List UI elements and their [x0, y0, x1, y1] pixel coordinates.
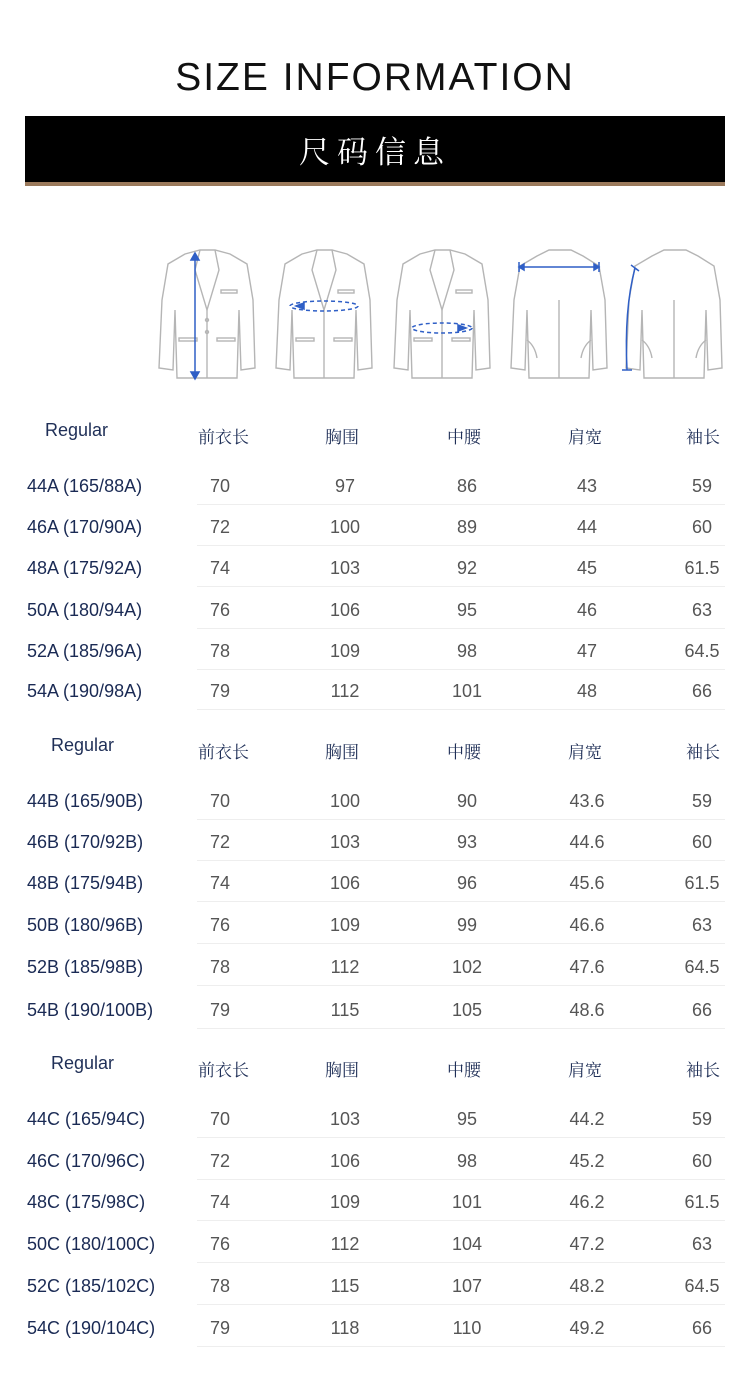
table-cell: 96: [456, 873, 478, 893]
row-divider: [197, 628, 725, 629]
table-cell: 79: [209, 1000, 231, 1020]
table-row: [0, 832, 750, 862]
table-cell: 72: [209, 832, 231, 852]
row-divider: [197, 860, 725, 861]
size-label: 48B (175/94B): [27, 873, 144, 893]
size-label: 52C (185/102C): [27, 1276, 156, 1296]
table-cell: 70: [209, 476, 231, 496]
table-cell: 79: [209, 1318, 231, 1338]
table-cell: 89: [456, 517, 478, 537]
table-cell: 110: [452, 1318, 482, 1338]
table-cell: 100: [329, 791, 361, 811]
column-header: 前衣长: [198, 1061, 249, 1081]
size-label: 50C (180/100C): [27, 1234, 156, 1254]
row-divider: [197, 901, 725, 902]
row-divider: [197, 1179, 725, 1180]
size-label: 46A (170/90A): [27, 517, 143, 537]
table-row: [0, 791, 750, 821]
front-length-icon: [155, 240, 260, 385]
table-cell: 76: [209, 915, 231, 935]
table-cell: 59: [691, 476, 713, 496]
table-cell: 102: [451, 957, 483, 977]
table-row: [0, 1234, 750, 1264]
table-cell: 66: [691, 681, 713, 701]
waist-icon: [390, 240, 495, 385]
table-row: [0, 1000, 750, 1030]
row-divider: [197, 1262, 725, 1263]
column-header: 中腰: [447, 1061, 481, 1081]
table-cell: 48.2: [569, 1276, 605, 1296]
column-header: 袖长: [686, 743, 720, 763]
table-cell: 61.5: [684, 873, 720, 893]
table-cell: 60: [691, 832, 713, 852]
section-label: Regular: [51, 735, 115, 755]
row-divider: [197, 545, 725, 546]
table-cell: 61.5: [684, 558, 720, 578]
row-divider: [197, 1346, 725, 1347]
row-divider: [197, 586, 725, 587]
table-cell: 72: [209, 1151, 231, 1171]
table-cell: 49.2: [569, 1318, 605, 1338]
table-cell: 64.5: [684, 1276, 720, 1296]
table-cell: 48: [576, 681, 598, 701]
table-cell: 99: [456, 915, 478, 935]
size-label: 48A (175/92A): [27, 558, 143, 578]
sleeve-icon: [622, 240, 727, 385]
table-cell: 115: [330, 1276, 360, 1296]
table-cell: 64.5: [684, 957, 720, 977]
table-cell: 63: [691, 915, 713, 935]
size-label: 44A (165/88A): [27, 476, 143, 496]
table-cell: 47.6: [569, 957, 605, 977]
chest-icon: [272, 240, 377, 385]
column-header: 中腰: [447, 428, 481, 448]
table-cell: 92: [456, 558, 478, 578]
table-row: [0, 517, 750, 547]
table-cell: 115: [330, 1000, 360, 1020]
table-row: [0, 641, 750, 671]
row-divider: [197, 985, 725, 986]
size-label: 50A (180/94A): [27, 600, 143, 620]
table-cell: 72: [209, 517, 231, 537]
table-cell: 61.5: [684, 1192, 720, 1212]
table-row: [0, 681, 750, 711]
table-cell: 46.2: [569, 1192, 605, 1212]
table-cell: 44: [576, 517, 598, 537]
table-cell: 43: [576, 476, 598, 496]
table-row: [0, 873, 750, 903]
table-cell: 76: [209, 1234, 231, 1254]
table-cell: 70: [209, 1109, 231, 1129]
column-header: 袖长: [686, 1061, 720, 1081]
table-cell: 98: [456, 641, 478, 661]
table-cell: 46: [576, 600, 598, 620]
table-cell: 43.6: [569, 791, 605, 811]
column-header: 胸围: [325, 1061, 359, 1081]
table-row: [0, 1192, 750, 1222]
table-cell: 74: [209, 873, 231, 893]
size-label: 52A (185/96A): [27, 641, 143, 661]
size-label: 54A (190/98A): [27, 681, 143, 701]
row-divider: [197, 709, 725, 710]
row-divider: [197, 669, 725, 670]
table-cell: 66: [691, 1000, 713, 1020]
size-label: 44C (165/94C): [27, 1109, 146, 1129]
column-header: 前衣长: [198, 428, 249, 448]
table-cell: 46.6: [569, 915, 605, 935]
table-cell: 100: [329, 517, 361, 537]
table-cell: 112: [330, 681, 360, 701]
table-cell: 109: [329, 1192, 361, 1212]
table-cell: 95: [456, 1109, 478, 1129]
table-cell: 103: [329, 832, 361, 852]
table-cell: 103: [329, 558, 361, 578]
table-cell: 66: [691, 1318, 713, 1338]
table-cell: 90: [456, 791, 478, 811]
column-header: 袖长: [686, 428, 720, 448]
table-cell: 47.2: [569, 1234, 605, 1254]
table-cell: 118: [330, 1318, 360, 1338]
column-header: 肩宽: [568, 428, 602, 448]
row-divider: [197, 1137, 725, 1138]
table-row: [0, 915, 750, 945]
table-cell: 76: [209, 600, 231, 620]
table-cell: 98: [456, 1151, 478, 1171]
table-cell: 45.6: [569, 873, 605, 893]
table-cell: 101: [451, 681, 483, 701]
table-cell: 78: [209, 641, 231, 661]
table-cell: 93: [456, 832, 478, 852]
row-divider: [197, 943, 725, 944]
row-divider: [197, 1028, 725, 1029]
size-label: 44B (165/90B): [27, 791, 144, 811]
table-cell: 70: [209, 791, 231, 811]
table-row: [0, 600, 750, 630]
table-cell: 64.5: [684, 641, 720, 661]
table-row: [0, 1276, 750, 1306]
column-header: 胸围: [325, 428, 359, 448]
column-header: 前衣长: [198, 743, 249, 763]
size-label: 48C (175/98C): [27, 1192, 146, 1212]
table-row: [0, 1109, 750, 1139]
table-cell: 47: [576, 641, 598, 661]
size-label: 50B (180/96B): [27, 915, 144, 935]
table-cell: 44.2: [569, 1109, 605, 1129]
banner-title: 尺码信息: [299, 134, 451, 171]
table-cell: 106: [329, 873, 361, 893]
column-header: 肩宽: [568, 743, 602, 763]
table-cell: 45: [576, 558, 598, 578]
column-header: 中腰: [447, 743, 481, 763]
section-label: Regular: [45, 420, 109, 440]
column-header: 肩宽: [568, 1061, 602, 1081]
row-divider: [197, 1220, 725, 1221]
table-cell: 74: [209, 558, 231, 578]
table-cell: 101: [451, 1192, 483, 1212]
section-label: Regular: [51, 1053, 115, 1073]
table-cell: 63: [691, 600, 713, 620]
table-cell: 63: [691, 1234, 713, 1254]
table-cell: 79: [209, 681, 231, 701]
table-cell: 60: [691, 517, 713, 537]
table-row: [0, 476, 750, 506]
table-cell: 95: [456, 600, 478, 620]
table-cell: 112: [330, 957, 360, 977]
table-cell: 105: [451, 1000, 483, 1020]
table-cell: 112: [330, 1234, 360, 1254]
table-cell: 86: [456, 476, 478, 496]
table-cell: 45.2: [569, 1151, 605, 1171]
table-cell: 104: [451, 1234, 483, 1254]
row-divider: [197, 1304, 725, 1305]
table-cell: 97: [334, 476, 356, 496]
size-label: 46B (170/92B): [27, 832, 144, 852]
table-cell: 109: [329, 641, 361, 661]
column-header: 胸围: [325, 743, 359, 763]
table-cell: 59: [691, 791, 713, 811]
table-cell: 44.6: [569, 832, 605, 852]
size-label: 46C (170/96C): [27, 1151, 146, 1171]
table-cell: 48.6: [569, 1000, 605, 1020]
measurement-figures: [150, 240, 730, 385]
table-cell: 78: [209, 1276, 231, 1296]
table-cell: 103: [329, 1109, 361, 1129]
table-cell: 74: [209, 1192, 231, 1212]
table-cell: 59: [691, 1109, 713, 1129]
size-label: 52B (185/98B): [27, 957, 144, 977]
table-cell: 106: [329, 600, 361, 620]
row-divider: [197, 819, 725, 820]
table-cell: 78: [209, 957, 231, 977]
shoulder-icon: [507, 240, 612, 385]
table-cell: 109: [329, 915, 361, 935]
row-divider: [197, 504, 725, 505]
table-row: [0, 1318, 750, 1348]
table-cell: 60: [691, 1151, 713, 1171]
table-row: [0, 1151, 750, 1181]
table-cell: 106: [329, 1151, 361, 1171]
size-label: 54B (190/100B): [27, 1000, 154, 1020]
page-title: SIZE INFORMATION: [175, 56, 575, 99]
table-row: [0, 957, 750, 987]
table-cell: 107: [451, 1276, 483, 1296]
title-banner: [25, 116, 725, 186]
table-row: [0, 558, 750, 588]
size-label: 54C (190/104C): [27, 1318, 156, 1338]
